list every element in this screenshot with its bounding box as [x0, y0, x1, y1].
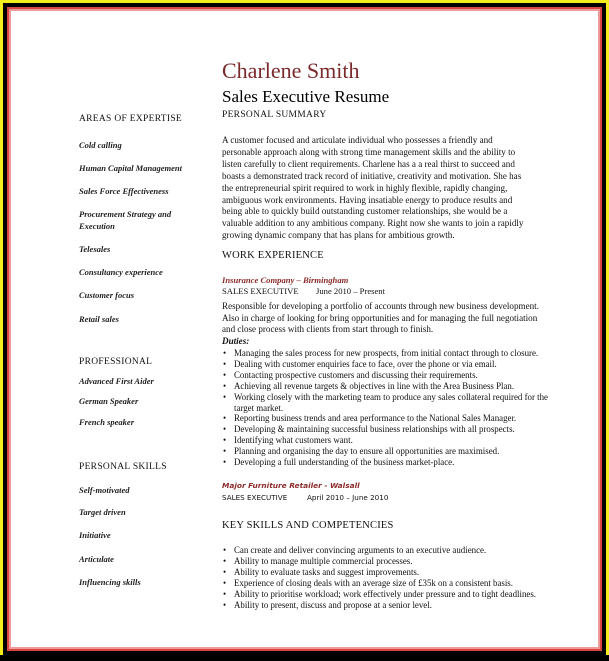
- expertise-item: Telesales: [79, 244, 111, 254]
- bottom-border: [0, 655, 609, 661]
- duty-item: • Identifying what customers want.: [222, 435, 552, 446]
- summary-line: boasts a demonstrated track record of initiative, creativity and motivation. She has: [222, 170, 522, 181]
- candidate-name: Charlene Smith: [222, 58, 360, 83]
- duty-item: • Contacting prospective customers and discussing their requirements.: [222, 370, 552, 381]
- job-company: Major Furniture Retailer - Walsall: [222, 481, 360, 490]
- duty-item: • Developing & maintaining successful business relationships with all prospects.: [222, 424, 552, 435]
- skill-item: • Ability to prioritise workload; work effectively under pressure and to tight deadlines.: [222, 589, 562, 600]
- personal-skills-heading: PERSONAL SKILLS: [79, 462, 167, 472]
- skill-item: • Ability to present, discuss and propose at a senior level.: [222, 600, 562, 611]
- duty-item: • Developing a full understanding of the business market-place.: [222, 457, 552, 468]
- expertise-item: Consultancy experience: [79, 267, 163, 277]
- skill-item: • Can create and deliver convincing arguments to an executive audience.: [222, 545, 562, 556]
- summary-line: A customer focused and articulate individual who possesses a friendly and: [222, 135, 493, 145]
- expertise-item: Cold calling: [79, 140, 122, 150]
- summary-line: ambiguous work environments. Having insatiable energy to produce results and: [222, 194, 513, 205]
- duty-item: • Achieving all revenue targets & objectives in line with the Area Business Plan.: [222, 381, 552, 392]
- expertise-item: Retail sales: [79, 314, 119, 324]
- job-dates: April 2010 – June 2010: [307, 493, 389, 502]
- personal-skill-item: Influencing skills: [79, 577, 141, 587]
- expertise-item: Customer focus: [79, 290, 135, 300]
- professional-item: Advanced First Aider: [79, 376, 154, 386]
- resume-title: Sales Executive Resume: [222, 87, 390, 106]
- summary-line: listen carefully to client requirements. Charlene has a a real thirst to succeed and: [222, 158, 515, 169]
- summary-paragraph: [222, 135, 523, 242]
- job-dates: June 2010 – Present: [316, 286, 385, 296]
- summary-heading: PERSONAL SUMMARY: [222, 110, 327, 120]
- duty-item: • Working closely with the marketing team to produce any sales collateral required for the target market.: [222, 392, 552, 414]
- description-line: and close process with clients from start through to finish.: [222, 324, 434, 335]
- work-heading: WORK EXPERIENCE: [222, 250, 324, 261]
- professional-heading: PROFESSIONAL: [79, 357, 153, 367]
- summary-line: valuable addition to any ambitious company. Right now she wants to join a rapidly: [222, 218, 524, 229]
- duties-list: [222, 348, 552, 468]
- description-line: Also in charge of looking for bring opportunities and for managing the full negotiation: [222, 312, 538, 323]
- personal-skill-item: Self-motivated: [79, 485, 130, 495]
- duty-item: • Reporting business trends and area performance to the National Sales Manager.: [222, 413, 552, 424]
- description-line: Responsible for developing a portfolio of accounts through new business development.: [222, 301, 539, 311]
- expertise-heading: AREAS OF EXPERTISE: [79, 114, 183, 124]
- job-role: SALES EXECUTIVE: [222, 286, 299, 296]
- key-skills-heading: KEY SKILLS AND COMPETENCIES: [222, 520, 394, 531]
- job-company: Insurance Company – Birmingham: [222, 275, 349, 285]
- job-description: [222, 301, 539, 348]
- summary-line: the entrepreneurial spirit required to work in highly flexible, rapidly changing,: [222, 182, 508, 193]
- duty-item: • Dealing with customer enquiries face to face, over the phone or via email.: [222, 359, 552, 370]
- duty-item: • Planning and organising the day to ensure all opportunities are maximised.: [222, 446, 552, 457]
- duty-item: • Managing the sales process for new prospects, from initial contact through to closure.: [222, 348, 552, 359]
- summary-line: growing dynamic company that has plans for ambitious growth.: [222, 230, 455, 241]
- expertise-item: Human Capital Management: [79, 163, 182, 173]
- skill-item: • Ability to evaluate tasks and suggest improvements.: [222, 567, 562, 578]
- professional-item: German Speaker: [79, 396, 139, 406]
- skill-item: • Ability to manage multiple commercial processes.: [222, 556, 562, 567]
- personal-skill-item: Target driven: [79, 507, 126, 517]
- expertise-item: Sales Force Effectiveness: [79, 186, 169, 196]
- summary-line: personable approach along with strong time management skills and the ability to: [222, 146, 516, 157]
- personal-skill-item: Articulate: [79, 554, 114, 564]
- job-role: SALES EXECUTIVE: [222, 493, 288, 502]
- duties-label: Duties:: [222, 336, 250, 347]
- skill-item: • Experience of closing deals with an average size of £35k on a consistent basis.: [222, 578, 562, 589]
- personal-skill-item: Initiative: [79, 530, 111, 540]
- professional-item: French speaker: [79, 417, 135, 427]
- summary-line: being able to quickly build outstanding customer relationships, she would be a: [222, 206, 508, 217]
- key-skills-list: [222, 545, 562, 610]
- expertise-item: Procurement Strategy and Execution: [79, 209, 172, 231]
